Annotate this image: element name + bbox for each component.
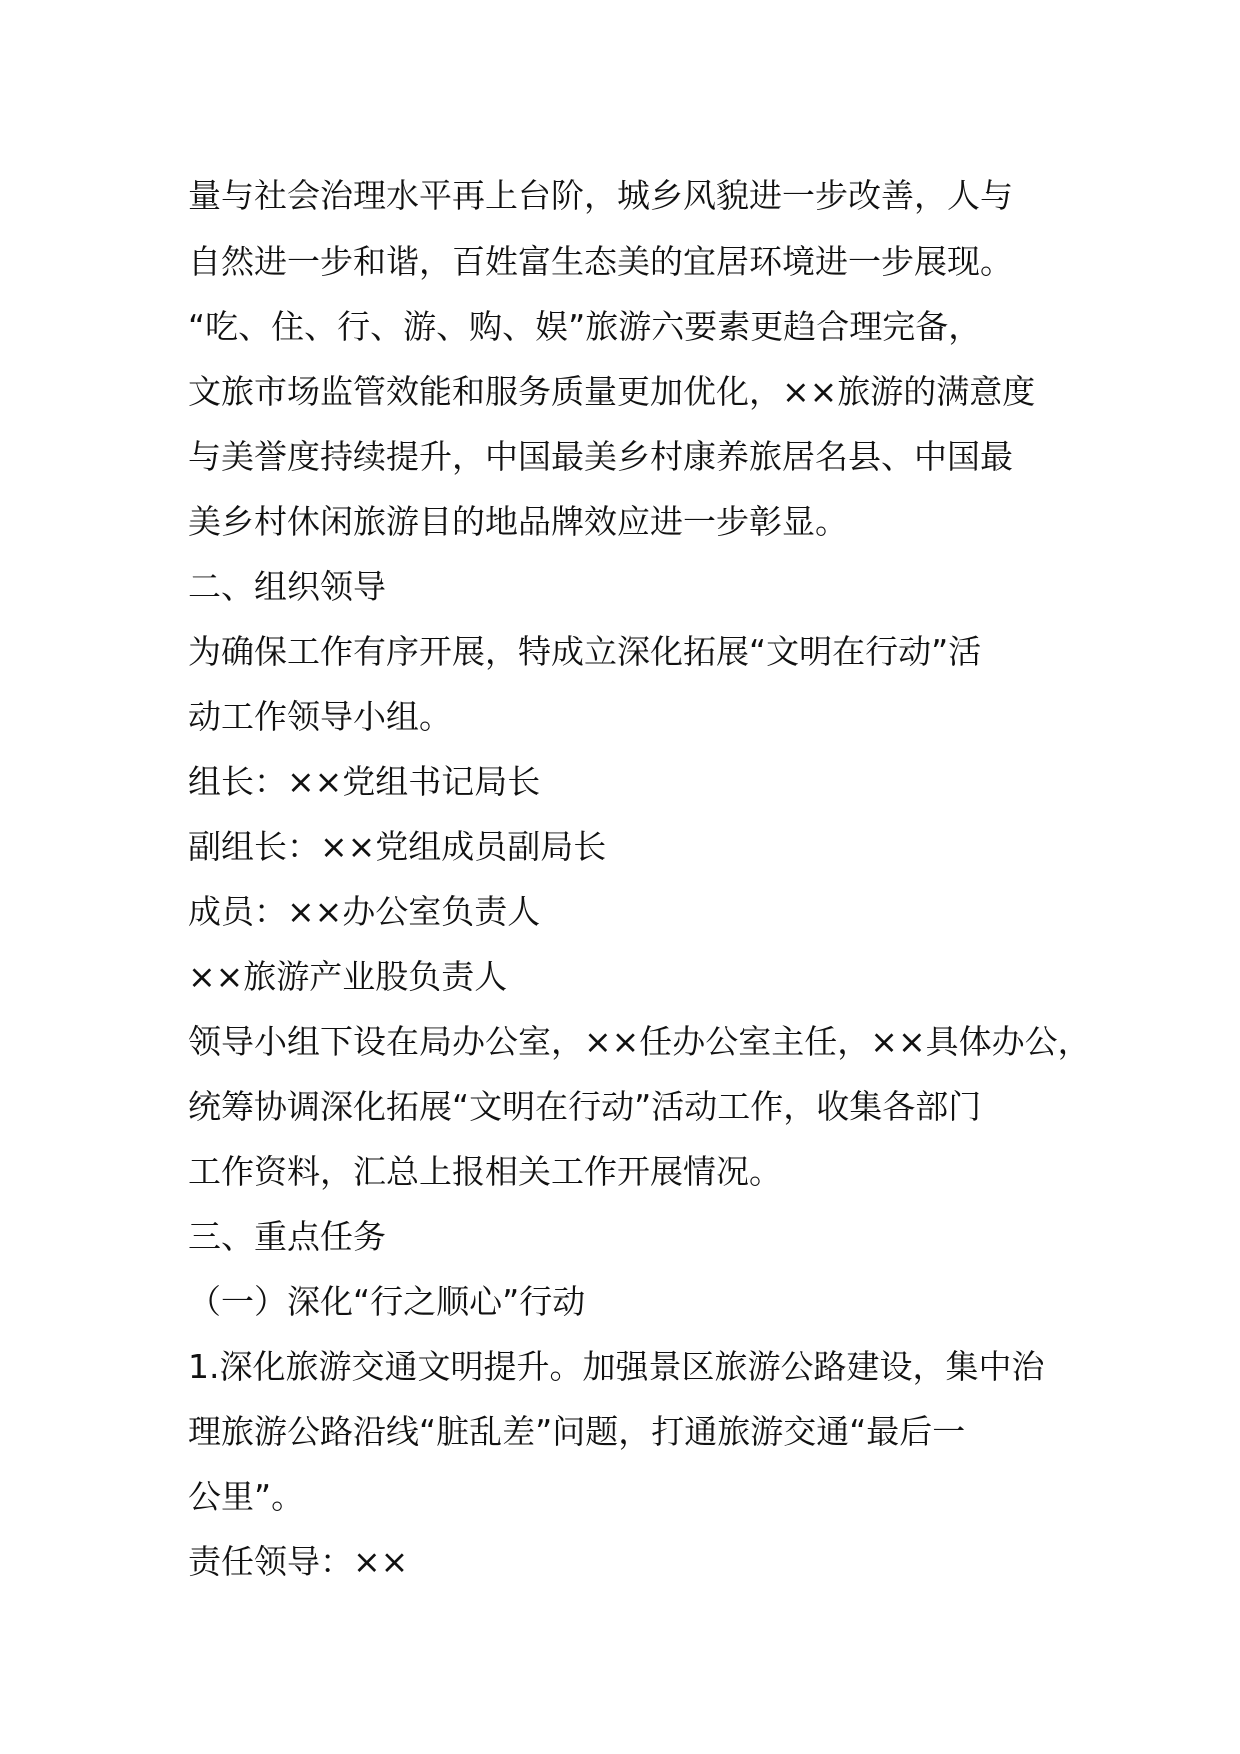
text-line: 领导小组下设在局办公室，××任办公室主任，××具体办公， bbox=[188, 1022, 1091, 1061]
text-line: 组长：××党组书记局长 bbox=[188, 762, 541, 801]
subsection-heading: （一）深化“行之顺心”行动 bbox=[188, 1282, 586, 1321]
text-line: 文旅市场监管效能和服务质量更加优化，××旅游的满意度 bbox=[188, 372, 1036, 411]
text-line: 成员：××办公室负责人 bbox=[188, 892, 541, 931]
text-line: 与美誉度持续提升，中国最美乡村康养旅居名县、中国最 bbox=[188, 437, 1013, 476]
text-line: 美乡村休闲旅游目的地品牌效应进一步彰显。 bbox=[188, 502, 848, 541]
text-line: 自然进一步和谐，百姓富生态美的宜居环境进一步展现。 bbox=[188, 242, 1013, 281]
text-line: 工作资料，汇总上报相关工作开展情况。 bbox=[188, 1152, 782, 1191]
text-line: 1.深化旅游交通文明提升。加强景区旅游公路建设，集中治 bbox=[188, 1347, 1045, 1386]
text-line: ××旅游产业股负责人 bbox=[188, 957, 508, 996]
text-line: 理旅游公路沿线“脏乱差”问题，打通旅游交通“最后一 bbox=[188, 1412, 966, 1451]
text-line: 为确保工作有序开展，特成立深化拓展“文明在行动”活 bbox=[188, 632, 982, 671]
section-heading: 三、重点任务 bbox=[188, 1217, 386, 1256]
text-line: 统筹协调深化拓展“文明在行动”活动工作，收集各部门 bbox=[188, 1087, 982, 1126]
text-line: 副组长：××党组成员副局长 bbox=[188, 827, 607, 866]
text-line: 公里”。 bbox=[188, 1477, 305, 1516]
text-line: “吃、住、行、游、购、娱”旅游六要素更趋合理完备， bbox=[188, 307, 982, 346]
text-line: 量与社会治理水平再上台阶，城乡风貌进一步改善，人与 bbox=[188, 176, 1013, 215]
text-line: 动工作领导小组。 bbox=[188, 697, 452, 736]
section-heading: 二、组织领导 bbox=[188, 567, 386, 606]
text-line: 责任领导：×× bbox=[188, 1542, 409, 1581]
